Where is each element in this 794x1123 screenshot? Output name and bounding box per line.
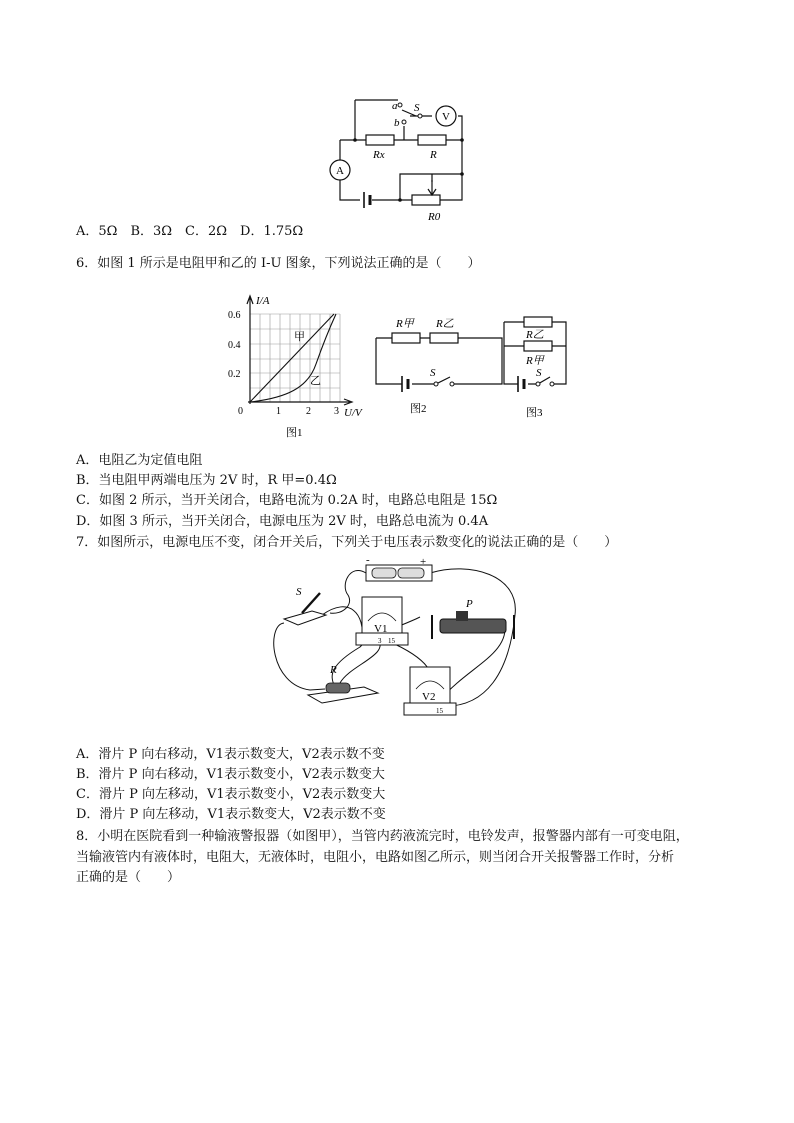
q5-label-r: R bbox=[430, 149, 437, 161]
q7-label-r: R bbox=[330, 664, 337, 676]
q6-fig1-caption: 图1 bbox=[286, 427, 303, 439]
q7-apparatus-diagram bbox=[270, 555, 530, 745]
q6-ytick-0.4: 0.4 bbox=[228, 340, 241, 351]
q5-label-s: S bbox=[414, 102, 420, 114]
q5-label-r0: R0 bbox=[428, 211, 441, 223]
q6-line-jia bbox=[250, 314, 334, 402]
q6-fig2-switch: S bbox=[430, 367, 436, 379]
q7-label-s: S bbox=[296, 586, 302, 598]
q6-ytick-0.6: 0.6 bbox=[228, 310, 241, 321]
q7-stem: 7．如图所示，电源电压不变，闭合开关后，下列关于电压表示数变化的说法正确的是（ ） bbox=[76, 535, 618, 550]
q7-label-v1: V1 bbox=[374, 623, 388, 635]
q7-option-c: C．滑片 P 向左移动，V1表示数变小，V2表示数变大 bbox=[76, 787, 386, 802]
q6-option-a: A．电阻乙为定值电阻 bbox=[76, 453, 203, 468]
q5-label-a-meter: A bbox=[336, 165, 344, 177]
q6-label-jia: 甲 bbox=[294, 331, 305, 343]
q6-ytick-0.2: 0.2 bbox=[228, 369, 241, 380]
q7-option-b: B．滑片 P 向右移动，V1表示数变小，V2表示数变大 bbox=[76, 767, 385, 782]
q6-fig3-parallel-circuit bbox=[500, 312, 590, 422]
q5-circuit-diagram bbox=[320, 96, 480, 226]
q7-label-plus: + bbox=[420, 556, 427, 568]
q6-stem: 6．如图 1 所示是电阻甲和乙的 I-U 图象，下列说法正确的是（ ） bbox=[76, 256, 481, 271]
q6-option-d: D．如图 3 所示，当开关闭合，电源电压为 2V 时，电路总电流为 0.4A bbox=[76, 514, 489, 529]
q6-option-b: B．当电阻甲两端电压为 2V 时，R 甲=0.4Ω bbox=[76, 473, 337, 488]
q6-option-c: C．如图 2 所示，当开关闭合，电路电流为 0.2A 时，电路总电阻是 15Ω bbox=[76, 493, 498, 508]
q5-label-a: a bbox=[392, 100, 398, 112]
q5-label-rx: Rx bbox=[373, 149, 385, 161]
q6-fig3-r1: R乙 bbox=[526, 329, 544, 341]
q6-fig3-r2: R甲 bbox=[526, 355, 544, 367]
q5-options: A．5Ω B．3Ω C．2Ω D．1.75Ω bbox=[76, 224, 304, 239]
q5-label-b: b bbox=[394, 117, 400, 129]
q6-fig2-series-circuit bbox=[372, 314, 512, 424]
q7-label-p: P bbox=[466, 598, 473, 610]
q7-label-minus: - bbox=[366, 554, 370, 566]
q8-line-2: 当输液管内有液体时，电阻大，无液体时，电阻小，电路如图乙所示，则当闭合开关报警器工作时，分析 bbox=[76, 850, 675, 865]
q6-fig2-caption: 图2 bbox=[410, 403, 427, 415]
q6-fig3-caption: 图3 bbox=[526, 407, 543, 419]
q6-fig1-xlabel: U/V bbox=[344, 407, 362, 419]
q7-v1-terminal-3: 3 bbox=[378, 637, 382, 645]
q6-xtick-0: 0 bbox=[238, 406, 243, 417]
q6-fig2-r2: R乙 bbox=[436, 318, 454, 330]
q6-xtick-3: 3 bbox=[334, 406, 339, 417]
q5-label-v: V bbox=[442, 111, 450, 123]
q6-xtick-2: 2 bbox=[306, 406, 311, 417]
q6-label-yi: 乙 bbox=[310, 375, 321, 387]
q7-option-d: D．滑片 P 向左移动，V1表示数变大，V2表示数不变 bbox=[76, 807, 386, 822]
q6-fig1-iu-graph bbox=[226, 292, 376, 442]
q7-v1-terminal-15: 15 bbox=[388, 637, 395, 645]
q8-line-1: 8．小明在医院看到一种输液警报器（如图甲），当管内药液流完时，电铃发声，报警器内部有一可变电阻， bbox=[76, 829, 689, 844]
q6-fig3-switch: S bbox=[536, 367, 542, 379]
q7-label-v2: V2 bbox=[422, 691, 436, 703]
q7-option-a: A．滑片 P 向右移动，V1表示数变大，V2表示数不变 bbox=[76, 747, 385, 762]
q7-v2-terminal-15: 15 bbox=[436, 707, 443, 715]
q8-line-3: 正确的是（ ） bbox=[76, 870, 181, 885]
q6-fig2-r1: R甲 bbox=[396, 318, 414, 330]
q6-fig1-ylabel: I/A bbox=[256, 295, 270, 307]
q6-xtick-1: 1 bbox=[276, 406, 281, 417]
